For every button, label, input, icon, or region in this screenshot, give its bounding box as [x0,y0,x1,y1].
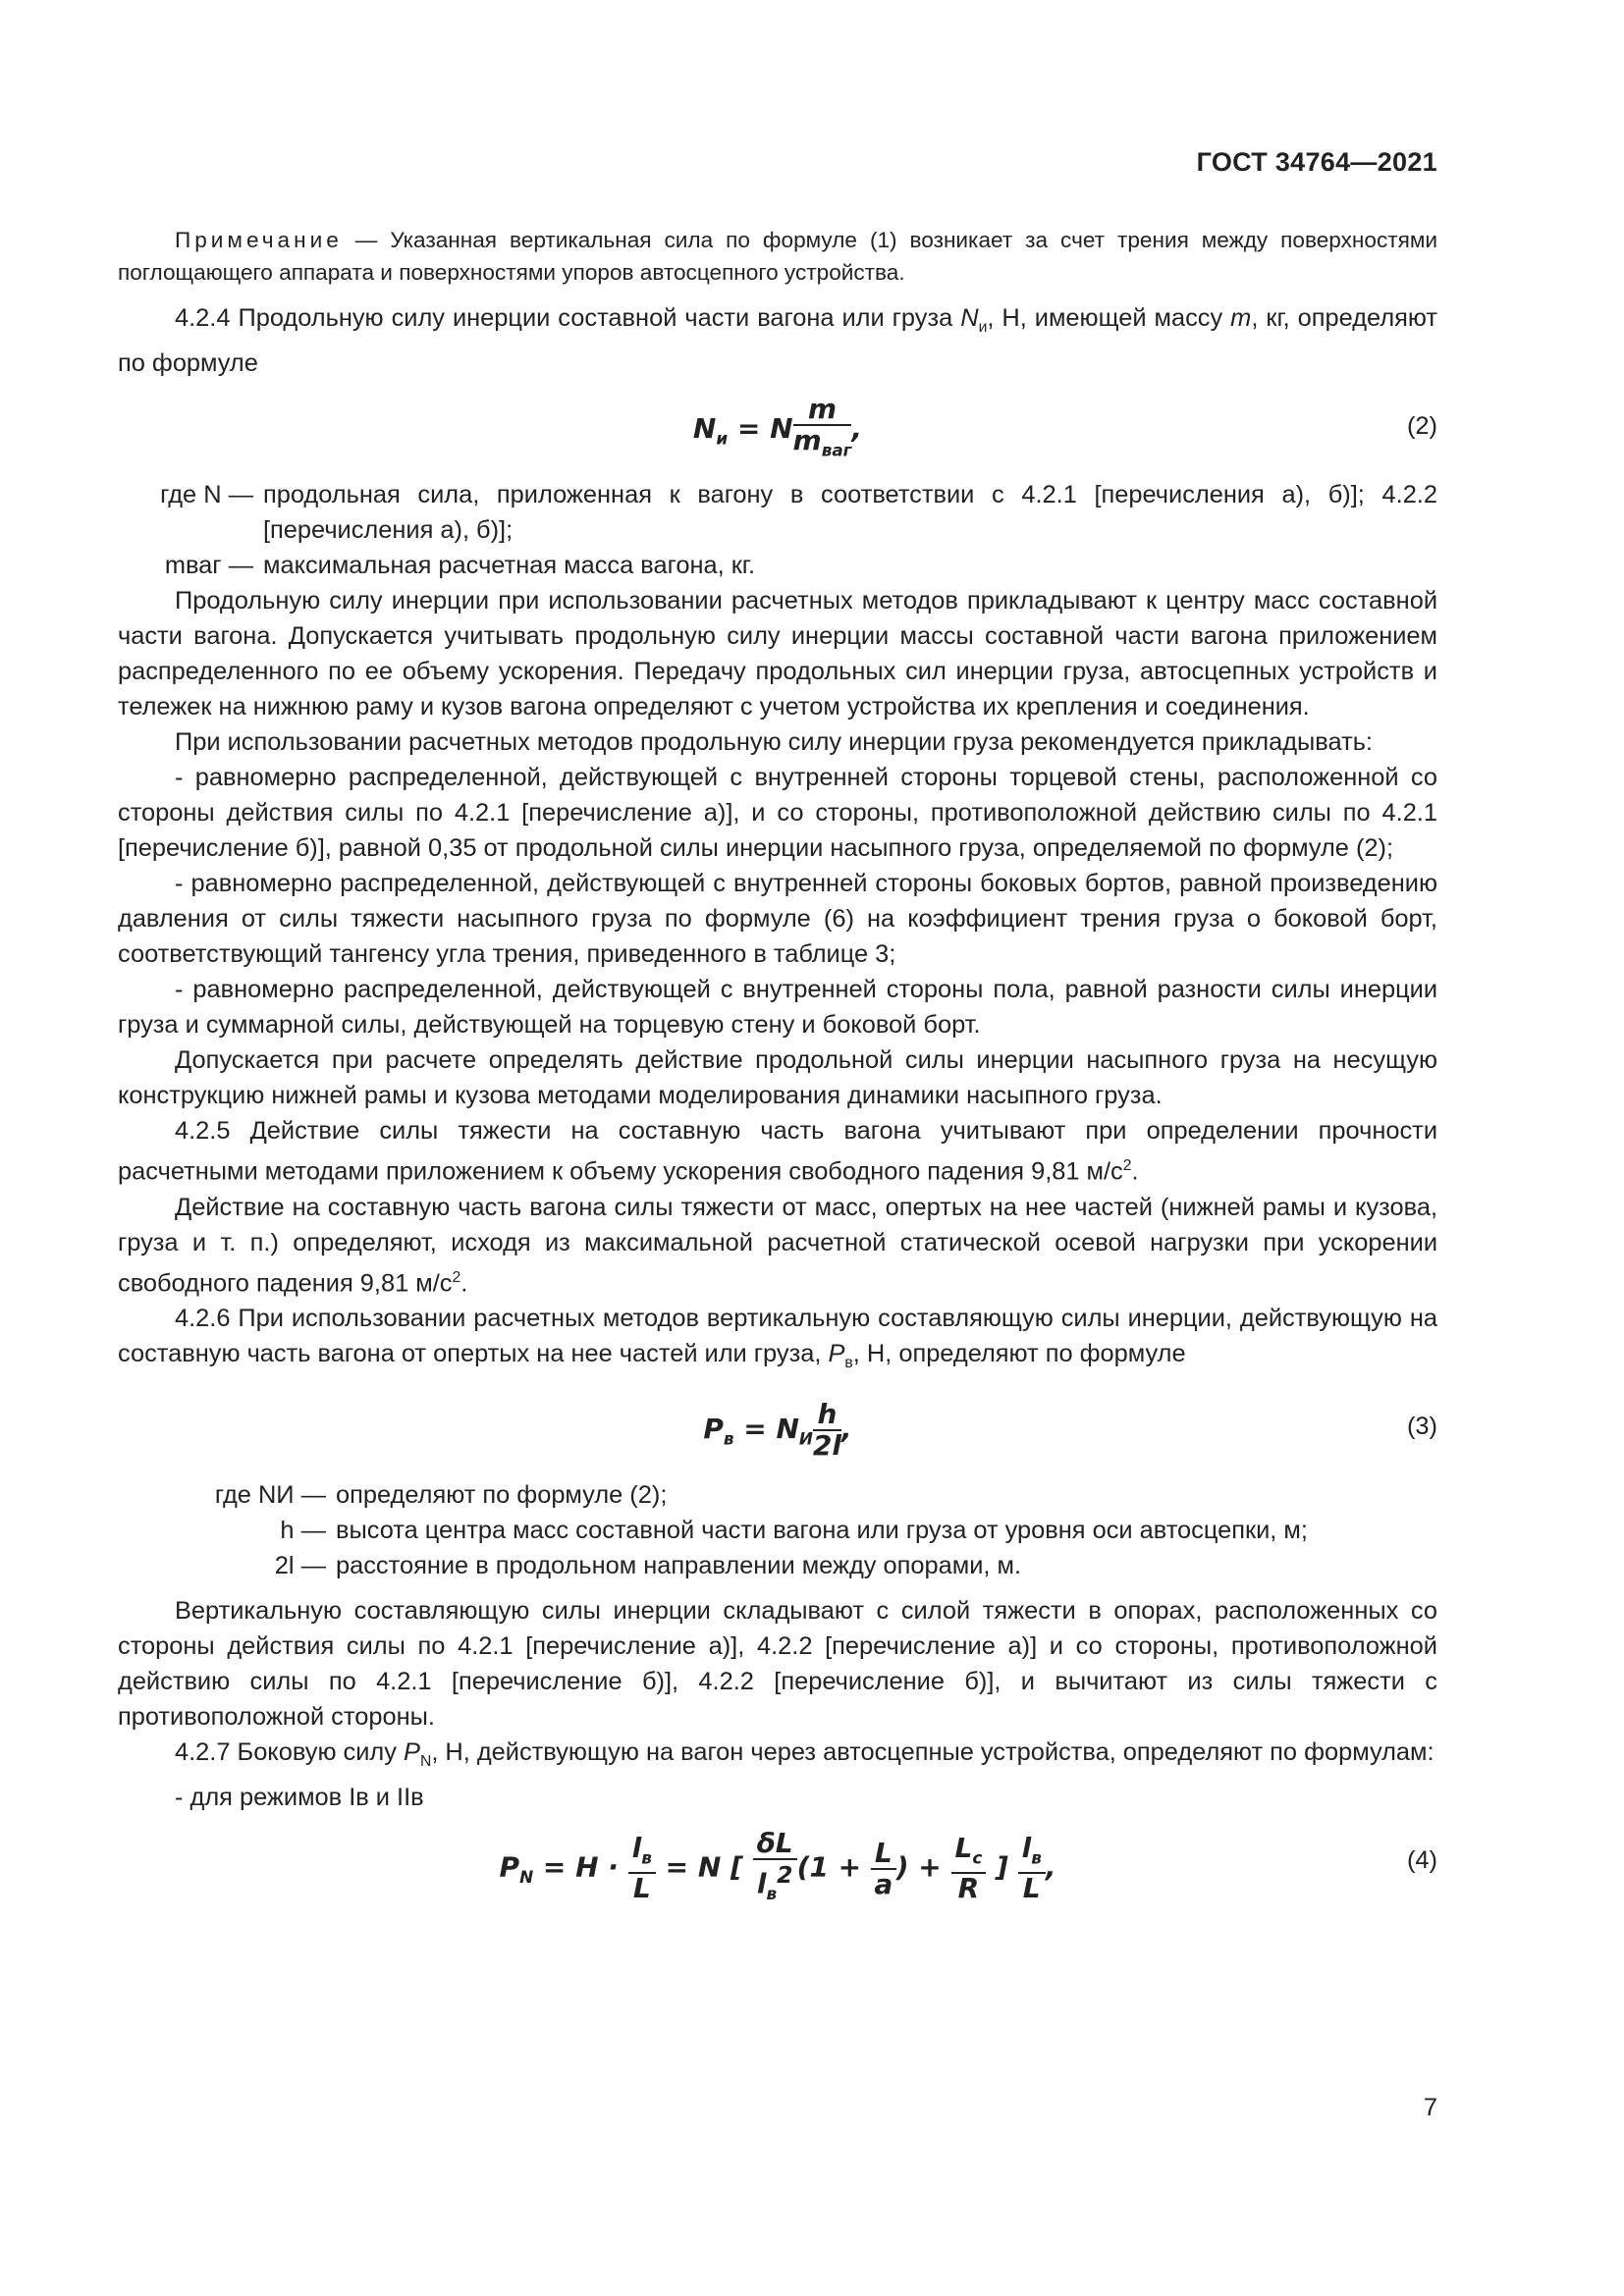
superscript: 2 [1122,1157,1132,1175]
note-text: — Указанная вертикальная сила по формуле (1) возникает за счет трения между поверхностями поглощающего аппарата и поверхностями упоров автосцепного устройства. [118,228,1437,285]
symbol: P [404,1738,420,1767]
formula-2 [118,387,1437,471]
where-block-2 [118,477,1437,583]
document-body [118,224,1437,1911]
paragraph: Продольную силу инерции при использовании расчетных методов прикладывают к центру масс составной части вагона. Допускается учитывать продольную силу инерции массы составной части вагона приложением распределенного по ее объему ускорения. Передачу продольных сил инерции груза, автосцепных устройств и тележек на нижнюю раму и кузов вагона определяют с учетом устройства их крепления и соединения. [118,587,1437,721]
paragraph: Допускается при расчете определять действие продольной силы инерции насыпного груза на несущую конструкцию нижней рамы и кузова методами моделирования динамики насыпного груза. [118,1046,1437,1110]
symbol: N [960,304,979,332]
para-4-2-6-intro [118,1301,1437,1381]
superscript: 2 [452,1268,461,1286]
paragraph: Действие на составную часть вагона силы тяжести от масс, опертых на нее частей (нижней рамы и кузова, груза и т. п.) определяют, исходя из максимальной расчетной статической осевой нагрузки при ускорении свободного падения 9,81 $м/с^2$. [118,1193,1437,1298]
para-4-2-7-intro [118,1735,1437,1780]
page-number: 7 [1423,2094,1437,2121]
subscript: и [978,319,988,337]
formula-3-expression: $P_в = N_И$ $\frac{h}{2l}$ , [703,1398,852,1463]
mode-label: - для режимов Iв и IIв [175,1784,424,1812]
where-key: 2l — [274,1552,326,1580]
formula-3 [118,1387,1437,1471]
where-block-3 [118,1477,1437,1583]
formula-number: (3) [1406,1413,1437,1441]
text-run: , Н, действующую на вагон через автосцепные устройства, определяют по формулам: [431,1738,1435,1767]
symbol: P [828,1340,845,1368]
text-run: , Н, имеющей массу [987,304,1231,332]
where-key: где N — [160,481,253,509]
where-value: продольная сила, приложенная к вагону в соответствии с 4.2.1 [перечисления а), б)]; 4.2.2 [перечисления а), б)]; [263,481,1437,545]
where-value: расстояние в продольном направлении между опорами, м. [336,1552,1022,1580]
text-run: 4.2.5 Действие силы тяжести на составную часть вагона учитывают при определении прочности расчетными методами приложением к объему ускорения свободного падения 9,81 м/с [118,1117,1437,1186]
where-value: определяют по формуле (2); [336,1481,668,1510]
bullet-item: - равномерно распределенной, действующей с внутренней стороны боковых бортов, равной произведению давления от силы тяжести насыпного груза по формуле (6) на коэффициент трения груза о боковой борт, соответствующий тангенсу угла трения, приведенного в таблице 3; [118,870,1437,969]
formula-2-expression: $N_и = N$ $\frac{m}{m_{ваг}}$ , [692,393,863,460]
paragraph: Вертикальную составляющую силы инерции складывают с силой тяжести в опорах, расположенных со стороны действия силы по 4.2.1 [перечисление а)], 4.2.2 [перечисление а)] и со стороны, противоположной действию силы по 4.2.1 [перечисление б)], 4.2.2 [перечисление б)], и вычитают из силы тяжести с противоположной стороны. [118,1597,1437,1732]
text-run: Действие на составную часть вагона силы тяжести от масс, опертых на нее частей (нижней рамы и кузова, груза и т. п.) определяют, исходя из максимальной расчетной статической осевой нагрузки при ускорении свободного падения 9,81 м/с [118,1193,1437,1298]
text-run: , Н, определяют по формуле [852,1340,1186,1368]
subscript: N [419,1753,432,1771]
formula-number: (4) [1406,1846,1437,1875]
text-run: , кг, определяют по формуле [118,304,1437,378]
text-run: 4.2.6 При использовании расчетных методов вертикальную составляющую силы инерции, действующую на составную часть вагона от опертых на нее частей или груза, [118,1305,1437,1368]
note-paragraph [118,224,1437,289]
where-value: максимальная расчетная масса вагона, кг. [263,552,756,580]
paragraph: При использовании расчетных методов продольную силу инерции груза рекомендуется прикладывать: [175,728,1373,757]
formula-4-expression: $P_N = H$ · $\frac{l_в}{L}$ = N [ $\frac{\delta L}{l_в^2}$ (1 + $\frac{L}{a}$ ) + $\frac{L_c}{R}$ ] $\frac{l_в}{L}$ , [499,1827,1056,1905]
symbol: m [1230,304,1252,332]
where-key: mваг — [164,552,253,580]
formula-number: (2) [1406,412,1437,441]
where-key: где NИ — [214,1481,326,1510]
where-value: высота центра масс составной части вагона или груза от уровня оси автосцепки, м; [336,1517,1308,1545]
subscript: в [844,1355,853,1372]
standard-number: ГОСТ 34764—2021 [1196,147,1437,177]
text-run: 4.2.4 Продольную силу инерции составной части вагона или груза [175,304,961,332]
bullet-item: - равномерно распределенной, действующей с внутренней стороны пола, равной разности силы инерции груза и суммарной силы, действующей на торцевую стену и боковой борт. [118,976,1437,1040]
note-label: Примечание [175,228,343,252]
text-run: 4.2.7 Боковую силу [175,1738,404,1767]
formula-4 [118,1821,1437,1905]
para-4-2-5: 4.2.5 Действие силы тяжести на составную часть вагона учитывают при определении прочности расчетными методами приложением к объему ускорения свободного падения 9,81 $м/с^2$. [118,1117,1437,1186]
bullet-item: - равномерно распределенной, действующей с внутренней стороны торцевой стены, расположенной со стороны действия силы по 4.2.1 [перечисление а)], и со стороны, противоположной действию силы по 4.2.1 [перечисление б)], равной 0,35 от продольной силы инерции насыпного груза, определяемой по формуле (2); [118,764,1437,863]
para-4-2-4-intro [118,300,1437,381]
where-key: h — [280,1517,326,1545]
